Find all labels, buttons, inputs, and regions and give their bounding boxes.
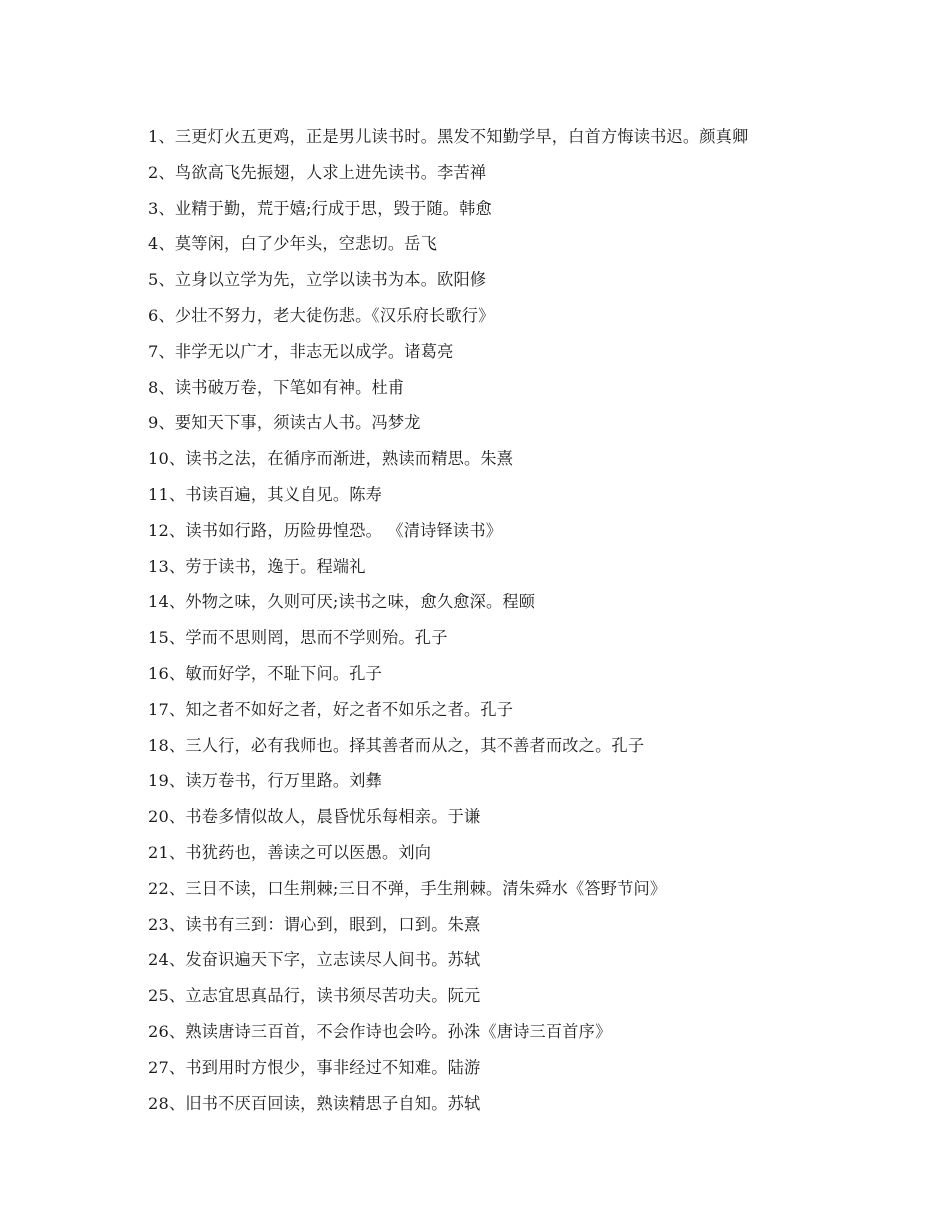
quote-line: 6、少壮不努力，老大徒伤悲。《汉乐府长歌行》 <box>148 305 495 325</box>
quote-line: 15、学而不思则罔，思而不学则殆。孔子 <box>148 628 448 648</box>
quote-line: 9、要知天下事，须读古人书。冯梦龙 <box>148 413 421 433</box>
quote-line: 11、书读百遍，其义自见。陈寿 <box>148 484 383 504</box>
quote-line: 25、立志宜思真品行，读书须尽苦功夫。阮元 <box>148 986 481 1006</box>
quote-line: 4、莫等闲，白了少年头，空悲切。岳飞 <box>148 234 438 254</box>
quote-line: 5、立身以立学为先，立学以读书为本。欧阳修 <box>148 270 487 290</box>
quote-line: 26、熟读唐诗三百首，不会作诗也会吟。孙洙《唐诗三百首序》 <box>148 1021 612 1041</box>
quote-line: 1、三更灯火五更鸡，正是男儿读书时。黑发不知勤学早，白首方悔读书迟。颜真卿 <box>148 127 749 146</box>
quote-list <box>148 123 748 1125</box>
quote-line: 27、书到用时方恨少，事非经过不知难。陆游 <box>148 1057 481 1077</box>
quote-line: 3、业精于勤，荒于嬉;行成于思，毁于随。韩愈 <box>148 198 492 218</box>
quote-line: 2、鸟欲高飞先振翅，人求上进先读书。李苦禅 <box>148 162 487 182</box>
quote-line: 18、三人行，必有我师也。择其善者而从之，其不善者而改之。孔子 <box>148 735 645 755</box>
quote-line: 8、读书破万卷，下笔如有神。杜甫 <box>148 377 405 397</box>
quote-line: 28、旧书不厌百回读，熟读精思子自知。苏轼 <box>148 1093 481 1113</box>
quote-line: 23、读书有三到：谓心到，眼到，口到。朱熹 <box>148 914 481 934</box>
quote-line: 24、发奋识遍天下字，立志读尽人间书。苏轼 <box>148 950 481 970</box>
quote-line: 21、书犹药也，善读之可以医愚。刘向 <box>148 842 432 862</box>
quote-line: 16、敏而好学，不耻下问。孔子 <box>148 663 383 683</box>
quote-line: 17、知之者不如好之者，好之者不如乐之者。孔子 <box>148 699 514 719</box>
quote-line: 20、书卷多情似故人，晨昏忧乐每相亲。于谦 <box>148 807 481 827</box>
quote-line: 19、读万卷书，行万里路。刘彝 <box>148 771 383 791</box>
quote-line: 14、外物之味，久则可厌;读书之味，愈久愈深。程颐 <box>148 592 536 612</box>
quote-line: 13、劳于读书，逸于。程端礼 <box>148 556 366 576</box>
quote-line: 10、读书之法，在循序而渐进，熟读而精思。朱熹 <box>148 449 514 469</box>
quote-line: 22、三日不读，口生荆棘;三日不弹，手生荆棘。清朱舜水《答野节问》 <box>148 878 667 898</box>
quote-line: 7、非学无以广才，非志无以成学。诸葛亮 <box>148 341 454 361</box>
quote-line: 12、读书如行路，历险毋惶恐。 《清诗铎读书》 <box>148 520 503 540</box>
